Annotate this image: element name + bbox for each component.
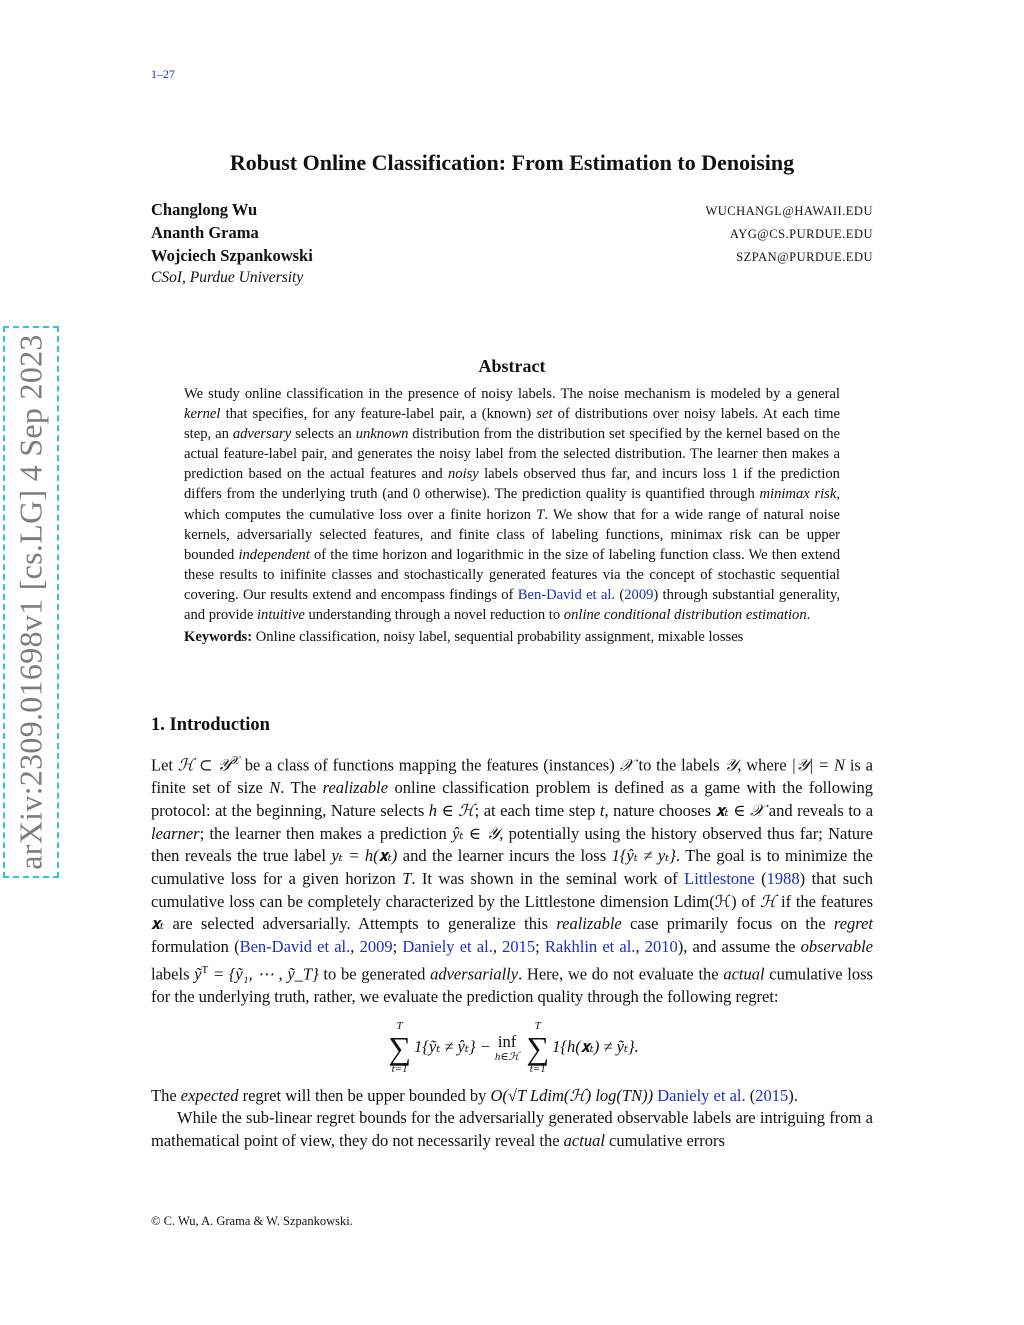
citation-link[interactable]: Ben-David et al.	[517, 586, 616, 603]
author-email[interactable]: WUCHANGL@HAWAII.EDU	[705, 204, 873, 218]
page-number: 1–27	[151, 67, 175, 81]
section-heading: 1. Introduction	[151, 715, 270, 735]
citation-link[interactable]: Daniely et al.	[657, 1085, 746, 1105]
author-row	[151, 223, 873, 246]
intro-paragraph-1: Let ℋ ⊂ 𝒴$^𝒳$ be a class of functions mapping the features (instances) 𝒳 to the labels 𝒴, where |𝒴| = N is a finite set of size N. The realizable online classification problem is defined as a game with the following protocol: at the beginning, Nature selects h ∈ ℋ; at each time step t, nature chooses 𝐱ₜ ∈ 𝒳 and reveals to a learner; the learner then makes a prediction ŷₜ ∈ 𝒴, potentially using the history observed thus far; Nature then reveals the true label yₜ = h(𝐱ₜ) and the learner incurs the loss 1{ŷₜ ≠ yₜ}. The goal is to minimize the cumulative loss for a given horizon T. It was shown in the seminal work of Littlestone (1988) that such cumulative loss can be completely characterized by the Littlestone dimension Ldim(ℋ) of ℋ if the features 𝐱ₜ are selected adversarially. Attempts to generalize this realizable case primarily focus on the regret formulation (Ben-David et al., 2009; Daniely et al., 2015; Rakhlin et al., 2010), and assume the observable labels ỹ$^T$ = {ỹ₁, ⋯ , ỹ_T} to be generated adversarially. Here, we do not evaluate the actual cumulative loss for the underlying truth, rather, we evaluate the prediction quality through the following regret:	[151, 755, 874, 1007]
copyright-footer: © C. Wu, A. Grama & W. Szpankowski.	[151, 1214, 353, 1228]
citation-link[interactable]: Daniely et al.	[402, 937, 493, 957]
citation-link[interactable]: Littlestone	[684, 869, 755, 889]
author-email[interactable]: AYG@CS.PURDUE.EDU	[729, 227, 873, 241]
keywords-label: Keywords:	[184, 629, 253, 646]
citation-link[interactable]: 2009	[624, 586, 654, 603]
citation-link[interactable]: 2010	[644, 937, 678, 957]
citation-link[interactable]: Rakhlin et al.	[544, 937, 636, 957]
author-name: Ananth Grama	[151, 223, 259, 242]
arxiv-stamp-text: arXiv:2309.01698v1 [cs.LG] 4 Sep 2023	[12, 334, 49, 870]
author-row	[151, 246, 873, 269]
abstract-body	[184, 384, 840, 647]
abstract-text: We study online classification in the presence of noisy labels. The noise mechanism is modeled by a general kernel that specifies, for any feature-label pair, a (known) set of distributions over noisy labels. At each time step, an adversary selects an unknown distribution from the distribution set specified by the kernel based on the actual feature-label pair, and generates the noisy label from the selected distribution. The learner then makes a prediction based on the actual features and noisy labels observed thus far, and incurs loss 1 if the prediction differs from the underlying truth (and 0 otherwise). The prediction quality is quantified through minimax risk, which computes the cumulative loss over a finite horizon T. We show that for a wide range of natural noise kernels, adversarially selected features, and finite class of labeling functions, minimax risk can be upper bounded independent of the time horizon and logarithmic in the size of labeling function class. We then extend these results to inifinite classes and stochastically generated features via the concept of stochastic sequential covering. Our results extend and encompass findings of Ben-David et al. (2009) through substantial generality, and provide intuitive understanding through a novel reduction to online conditional distribution estimation.	[184, 386, 841, 624]
author-row	[151, 200, 873, 223]
affiliation: CSoI, Purdue University	[151, 269, 304, 286]
author-name: Changlong Wu	[151, 200, 258, 219]
intro-paragraph-3: While the sub-linear regret bounds for the adversarially generated observable labels are intriguing from a mathematical point of view, they do not necessarily reveal the actual cumulative errors	[151, 1108, 873, 1151]
regret-equation: T ∑ t=1 1{ỹₜ ≠ ŷₜ} − inf h∈ℋ T ∑ t=1 1{h(𝐱ₜ) ≠ ỹₜ}.	[388, 1019, 639, 1075]
paper-title: Robust Online Classification: From Estimation to Denoising	[229, 150, 795, 175]
keywords: Keywords: Online classification, noisy label, sequential probability assignment, mixable losses	[184, 629, 744, 646]
author-block	[151, 200, 873, 287]
citation-link[interactable]: 1988	[766, 869, 800, 889]
citation-link[interactable]: 2009	[359, 937, 393, 957]
author-name: Wojciech Szpankowski	[151, 246, 313, 265]
citation-link[interactable]: 2015	[502, 937, 536, 957]
author-email[interactable]: SZPAN@PURDUE.EDU	[736, 250, 873, 264]
citation-link[interactable]: Ben-David et al.	[239, 937, 351, 957]
abstract-heading: Abstract	[478, 356, 546, 376]
citation-link[interactable]: 2015	[755, 1085, 789, 1105]
arxiv-stamp[interactable]	[3, 326, 59, 878]
intro-paragraph-2: The expected regret will then be upper bounded by O(√T Ldim(ℋ) log(TN)) Daniely et al. (2015).	[151, 1085, 798, 1105]
intro-section	[151, 750, 873, 1153]
